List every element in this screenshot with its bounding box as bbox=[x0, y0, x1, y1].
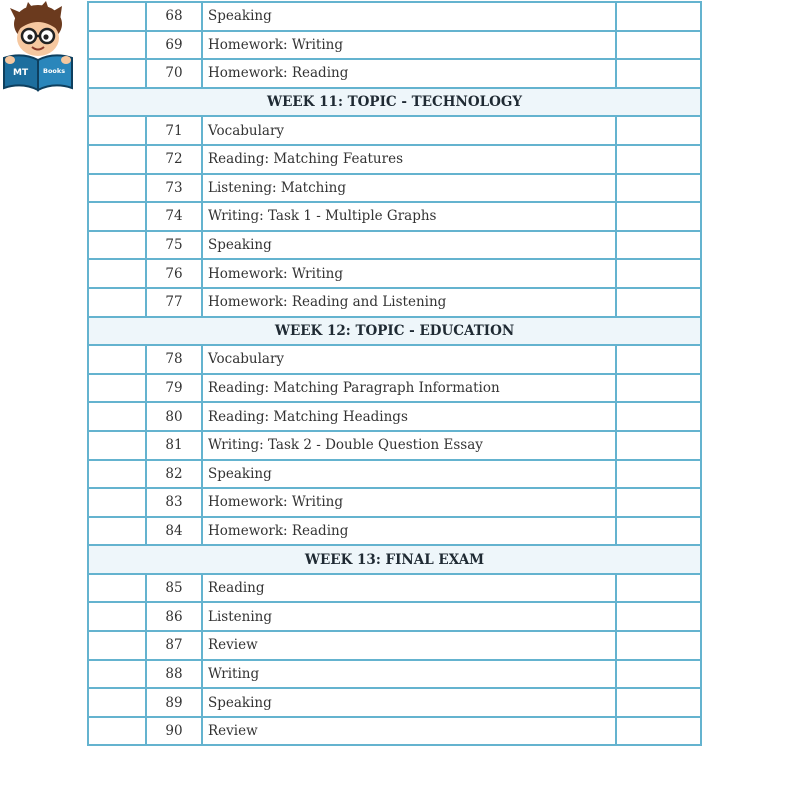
blank-cell bbox=[88, 574, 146, 603]
notes-cell bbox=[616, 231, 701, 260]
lesson-number: 69 bbox=[146, 31, 202, 60]
week-header-row bbox=[88, 88, 701, 117]
lesson-number: 86 bbox=[146, 602, 202, 631]
notes-cell bbox=[616, 202, 701, 231]
lesson-activity: Review bbox=[202, 631, 616, 660]
notes-cell bbox=[616, 574, 701, 603]
blank-cell bbox=[88, 602, 146, 631]
blank-cell bbox=[88, 288, 146, 317]
blank-cell bbox=[88, 259, 146, 288]
lesson-activity: Reading: Matching Paragraph Information bbox=[202, 374, 616, 403]
lesson-activity: Speaking bbox=[202, 688, 616, 717]
lesson-row bbox=[88, 116, 701, 145]
lesson-activity: Homework: Writing bbox=[202, 259, 616, 288]
lesson-number: 76 bbox=[146, 259, 202, 288]
notes-cell bbox=[616, 517, 701, 546]
notes-cell bbox=[616, 31, 701, 60]
lesson-row bbox=[88, 2, 701, 31]
notes-cell bbox=[616, 145, 701, 174]
blank-cell bbox=[88, 631, 146, 660]
brand-mark-text: MT bbox=[13, 68, 29, 78]
lesson-activity: Listening bbox=[202, 602, 616, 631]
lesson-row bbox=[88, 717, 701, 746]
lesson-row bbox=[88, 488, 701, 517]
lesson-row bbox=[88, 431, 701, 460]
blank-cell bbox=[88, 231, 146, 260]
week-header-row bbox=[88, 545, 701, 574]
blank-cell bbox=[88, 402, 146, 431]
notes-cell bbox=[616, 688, 701, 717]
blank-cell bbox=[88, 717, 146, 746]
blank-cell bbox=[88, 145, 146, 174]
notes-cell bbox=[616, 631, 701, 660]
week-title: WEEK 12: TOPIC - EDUCATION bbox=[88, 317, 701, 346]
week-header-row bbox=[88, 317, 701, 346]
blank-cell bbox=[88, 116, 146, 145]
lesson-number: 88 bbox=[146, 660, 202, 689]
lesson-row bbox=[88, 631, 701, 660]
lesson-number: 81 bbox=[146, 431, 202, 460]
blank-cell bbox=[88, 460, 146, 489]
lesson-activity: Writing: Task 2 - Double Question Essay bbox=[202, 431, 616, 460]
lesson-row bbox=[88, 174, 701, 203]
week-title: WEEK 11: TOPIC - TECHNOLOGY bbox=[88, 88, 701, 117]
lesson-activity: Homework: Reading bbox=[202, 59, 616, 88]
blank-cell bbox=[88, 517, 146, 546]
lesson-row bbox=[88, 602, 701, 631]
notes-cell bbox=[616, 460, 701, 489]
brand-word-text: Books bbox=[43, 67, 66, 75]
lesson-row bbox=[88, 402, 701, 431]
lesson-number: 87 bbox=[146, 631, 202, 660]
lesson-number: 71 bbox=[146, 116, 202, 145]
blank-cell bbox=[88, 31, 146, 60]
lesson-number: 82 bbox=[146, 460, 202, 489]
lesson-activity: Homework: Writing bbox=[202, 488, 616, 517]
notes-cell bbox=[616, 116, 701, 145]
notes-cell bbox=[616, 402, 701, 431]
lesson-number: 70 bbox=[146, 59, 202, 88]
course-schedule-table bbox=[87, 1, 702, 746]
notes-cell bbox=[616, 2, 701, 31]
lesson-activity: Writing: Task 1 - Multiple Graphs bbox=[202, 202, 616, 231]
schedule-body bbox=[88, 2, 701, 745]
notes-cell bbox=[616, 345, 701, 374]
lesson-row bbox=[88, 31, 701, 60]
lesson-row bbox=[88, 374, 701, 403]
blank-cell bbox=[88, 660, 146, 689]
notes-cell bbox=[616, 288, 701, 317]
brand-logo bbox=[0, 0, 78, 92]
blank-cell bbox=[88, 174, 146, 203]
lesson-number: 68 bbox=[146, 2, 202, 31]
lesson-activity: Homework: Reading and Listening bbox=[202, 288, 616, 317]
lesson-row bbox=[88, 145, 701, 174]
lesson-activity: Reading bbox=[202, 574, 616, 603]
lesson-activity: Review bbox=[202, 717, 616, 746]
blank-cell bbox=[88, 345, 146, 374]
notes-cell bbox=[616, 59, 701, 88]
notes-cell bbox=[616, 174, 701, 203]
lesson-activity: Vocabulary bbox=[202, 345, 616, 374]
lesson-activity: Writing bbox=[202, 660, 616, 689]
blank-cell bbox=[88, 59, 146, 88]
lesson-number: 78 bbox=[146, 345, 202, 374]
lesson-activity: Speaking bbox=[202, 231, 616, 260]
blank-cell bbox=[88, 488, 146, 517]
notes-cell bbox=[616, 431, 701, 460]
lesson-number: 79 bbox=[146, 374, 202, 403]
lesson-number: 77 bbox=[146, 288, 202, 317]
notes-cell bbox=[616, 488, 701, 517]
blank-cell bbox=[88, 2, 146, 31]
blank-cell bbox=[88, 431, 146, 460]
lesson-row bbox=[88, 202, 701, 231]
notes-cell bbox=[616, 374, 701, 403]
blank-cell bbox=[88, 688, 146, 717]
lesson-number: 74 bbox=[146, 202, 202, 231]
lesson-row bbox=[88, 688, 701, 717]
lesson-activity: Speaking bbox=[202, 460, 616, 489]
lesson-row bbox=[88, 259, 701, 288]
lesson-row bbox=[88, 345, 701, 374]
lesson-number: 72 bbox=[146, 145, 202, 174]
lesson-activity: Homework: Reading bbox=[202, 517, 616, 546]
blank-cell bbox=[88, 374, 146, 403]
lesson-row bbox=[88, 660, 701, 689]
notes-cell bbox=[616, 259, 701, 288]
lesson-number: 83 bbox=[146, 488, 202, 517]
lesson-activity: Speaking bbox=[202, 2, 616, 31]
lesson-row bbox=[88, 288, 701, 317]
week-title: WEEK 13: FINAL EXAM bbox=[88, 545, 701, 574]
notes-cell bbox=[616, 717, 701, 746]
lesson-activity: Homework: Writing bbox=[202, 31, 616, 60]
lesson-number: 85 bbox=[146, 574, 202, 603]
lesson-row bbox=[88, 231, 701, 260]
lesson-number: 73 bbox=[146, 174, 202, 203]
lesson-number: 75 bbox=[146, 231, 202, 260]
lesson-activity: Reading: Matching Headings bbox=[202, 402, 616, 431]
lesson-row bbox=[88, 574, 701, 603]
lesson-activity: Vocabulary bbox=[202, 116, 616, 145]
lesson-row bbox=[88, 460, 701, 489]
lesson-activity: Reading: Matching Features bbox=[202, 145, 616, 174]
blank-cell bbox=[88, 202, 146, 231]
lesson-row bbox=[88, 517, 701, 546]
lesson-number: 84 bbox=[146, 517, 202, 546]
notes-cell bbox=[616, 660, 701, 689]
boy-reading-book-icon bbox=[0, 0, 78, 92]
notes-cell bbox=[616, 602, 701, 631]
lesson-number: 90 bbox=[146, 717, 202, 746]
lesson-number: 80 bbox=[146, 402, 202, 431]
lesson-activity: Listening: Matching bbox=[202, 174, 616, 203]
lesson-number: 89 bbox=[146, 688, 202, 717]
lesson-row bbox=[88, 59, 701, 88]
